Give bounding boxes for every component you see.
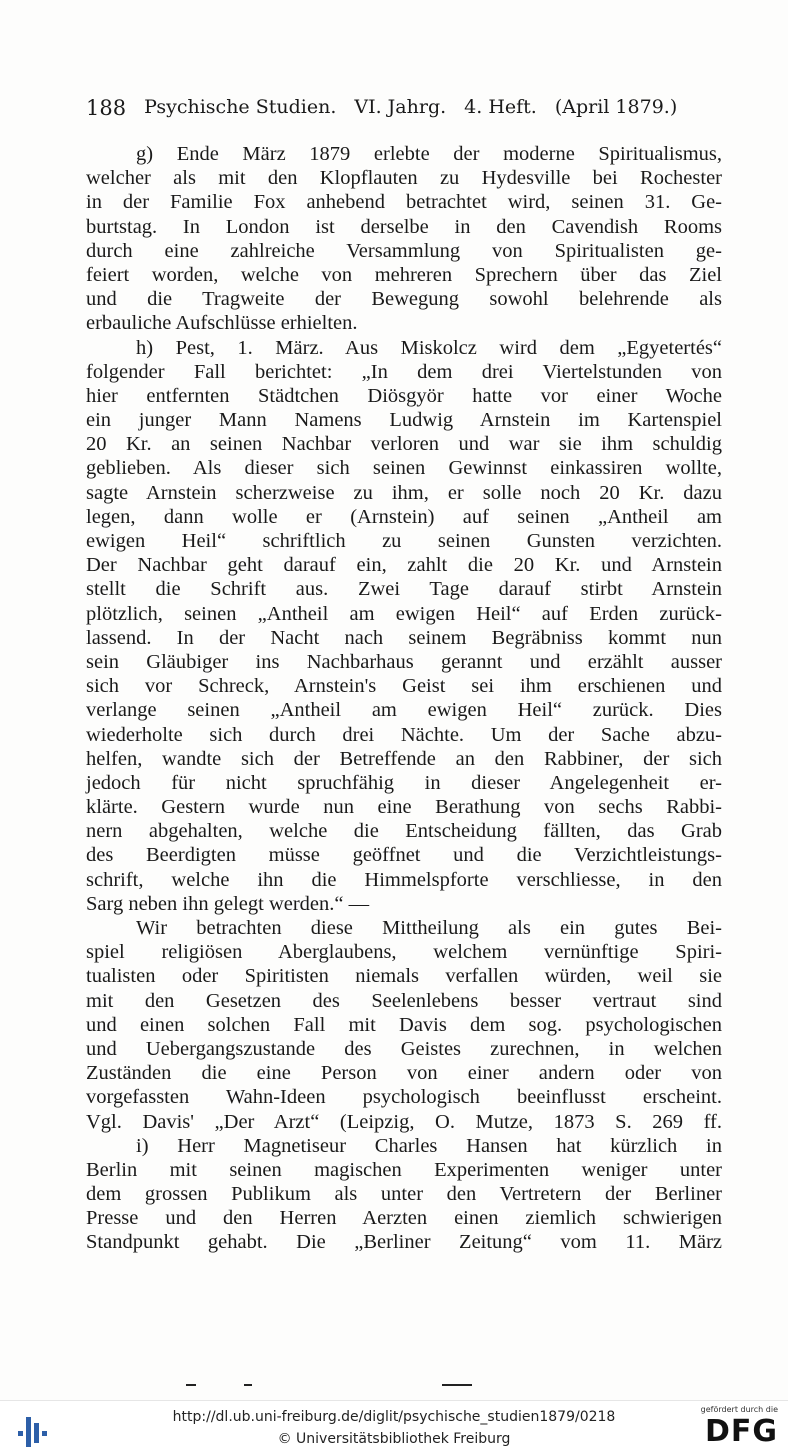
- text-line: dem grossen Publikum als unter den Vertretern der Berliner: [86, 1183, 722, 1206]
- text-line: verlange seinen „Antheil am ewigen Heil“ zurück. Dies: [86, 699, 722, 722]
- text-line: i) Herr Magnetiseur Charles Hansen hat kürzlich in: [136, 1134, 722, 1157]
- funder-note: gefördert durch die: [700, 1405, 778, 1414]
- scan-mark: [186, 1384, 196, 1386]
- text-line: geblieben. Als dieser sich seinen Gewinnst einkassiren wollte,: [86, 457, 722, 480]
- text-line: Der Nachbar geht darauf ein, zahlt die 20 Kr. und Arnstein: [86, 554, 722, 577]
- text-line: ewigen Heil“ schriftlich zu seinen Gunsten verzichten.: [86, 530, 722, 552]
- text-line: sich vor Schreck, Arnstein's Geist sei ihm erschienen und: [86, 675, 722, 698]
- dfg-logo-text: DFG: [704, 1414, 778, 1449]
- page-bottom-marks: [180, 1384, 480, 1388]
- text-line: und einen solchen Fall mit Davis dem sog. psychologischen: [86, 1013, 722, 1036]
- volume: VI. Jahrg.: [354, 96, 447, 118]
- text-line: Wir betrachten diese Mittheilung als ein gutes Bei-: [136, 917, 722, 939]
- text-line: Berlin mit seinen magischen Experimenten weniger unter: [86, 1158, 722, 1181]
- scan-mark: [442, 1384, 472, 1386]
- body-text: [86, 142, 722, 1255]
- copyright-notice: © Universitätsbibliothek Freiburg: [277, 1431, 511, 1447]
- document-url-link[interactable]: http://dl.ub.uni-freiburg.de/diglit/psychische_studien1879/0218: [172, 1409, 616, 1425]
- text-line: vorgefassten Wahn-Ideen psychologisch beeinflusst erscheint.: [86, 1086, 722, 1109]
- text-line: hier entfernten Städtchen Diösgyör hatte vor einer Woche: [86, 384, 722, 407]
- text-line: klärte. Gestern wurde nun eine Berathung von sechs Rabbi-: [86, 796, 722, 819]
- text-line: mit den Gesetzen des Seelenlebens besser vertraut sind: [86, 989, 722, 1012]
- text-line: wiederholte sich durch drei Nächte. Um der Sache abzu-: [86, 723, 722, 746]
- text-line: nern abgehalten, welche die Entscheidung fällten, das Grab: [86, 820, 722, 843]
- page-number: 188: [86, 96, 127, 120]
- text-line: in der Familie Fox anhebend betrachtet wird, seinen 31. Ge-: [86, 191, 722, 214]
- text-line: h) Pest, 1. März. Aus Miskolcz wird dem „Egyetertés“: [136, 336, 722, 359]
- issue: 4. Heft.: [464, 96, 537, 118]
- text-line: Zuständen die eine Person von einer andern oder von: [86, 1062, 722, 1085]
- text-line: tualisten oder Spiritisten niemals verfallen würden, weil sie: [86, 965, 722, 988]
- text-line: Vgl. Davis' „Der Arzt“ (Leipzig, O. Mutze, 1873 S. 269 ff.: [86, 1110, 722, 1133]
- text-line: stellt die Schrift aus. Zwei Tage darauf stirbt Arnstein: [86, 578, 722, 601]
- scan-mark: [244, 1384, 252, 1386]
- text-line: durch eine zahlreiche Versammlung von Spiritualisten ge-: [86, 239, 722, 262]
- text-line: Presse und den Herren Aerzten einen ziemlich schwierigen: [86, 1207, 722, 1230]
- journal-title: Psychische Studien.: [144, 96, 337, 118]
- text-line: und Uebergangszustande des Geistes zurechnen, in welchen: [86, 1037, 722, 1060]
- text-line: welcher als mit den Klopflauten zu Hydesville bei Rochester: [86, 167, 722, 190]
- text-line: sein Gläubiger ins Nachbarhaus gerannt und erzählt ausser: [86, 650, 722, 673]
- dfg-logo: [694, 1405, 778, 1451]
- text-line: und die Tragweite der Bewegung sowohl belehrende als: [86, 288, 722, 311]
- text-line: burtstag. In London ist derselbe in den Cavendish Rooms: [86, 215, 722, 238]
- text-line: folgender Fall berichtet: „In dem drei Viertelstunden von: [86, 360, 722, 383]
- text-line: feiert worden, welche von mehreren Sprechern über das Ziel: [86, 263, 722, 286]
- text-line: Sarg neben ihn gelegt werden.“ —: [86, 892, 370, 915]
- text-line: sagte Arnstein scherzweise zu ihm, er solle noch 20 Kr. dazu: [86, 481, 722, 504]
- text-line: spiel religiösen Aberglaubens, welchem vernünftige Spiri-: [86, 941, 722, 964]
- issue-date: (April 1879.): [554, 96, 678, 118]
- text-line: jedoch für nicht spruchfähig in dieser Angelegenheit er-: [86, 771, 722, 794]
- text-line: helfen, wandte sich der Betreffende an den Rabbiner, der sich: [86, 747, 722, 770]
- text-line: lassend. In der Nacht nach seinem Begräbniss kommt nun: [86, 626, 722, 649]
- text-line: g) Ende März 1879 erlebte der moderne Spiritualismus,: [136, 143, 722, 165]
- text-line: plötzlich, seinen „Antheil am ewigen Heil“ auf Erden zurück-: [86, 602, 722, 625]
- text-line: 20 Kr. an seinen Nachbar verloren und war sie ihm schuldig: [86, 433, 722, 456]
- text-line: schrift, welche ihn die Himmelspforte verschliesse, in den: [86, 868, 722, 891]
- viewer-footer: [0, 1400, 788, 1455]
- text-line: legen, dann wolle er (Arnstein) auf seinen „Antheil am: [86, 505, 722, 528]
- running-header: [86, 96, 722, 120]
- text-line: ein junger Mann Namens Ludwig Arnstein im Kartenspiel: [86, 409, 722, 432]
- text-line: Standpunkt gehabt. Die „Berliner Zeitung“ vom 11. März: [86, 1231, 722, 1254]
- text-line: erbauliche Aufschlüsse erhielten.: [86, 312, 358, 335]
- text-line: des Beerdigten müsse geöffnet und die Verzichtleistungs-: [86, 844, 722, 867]
